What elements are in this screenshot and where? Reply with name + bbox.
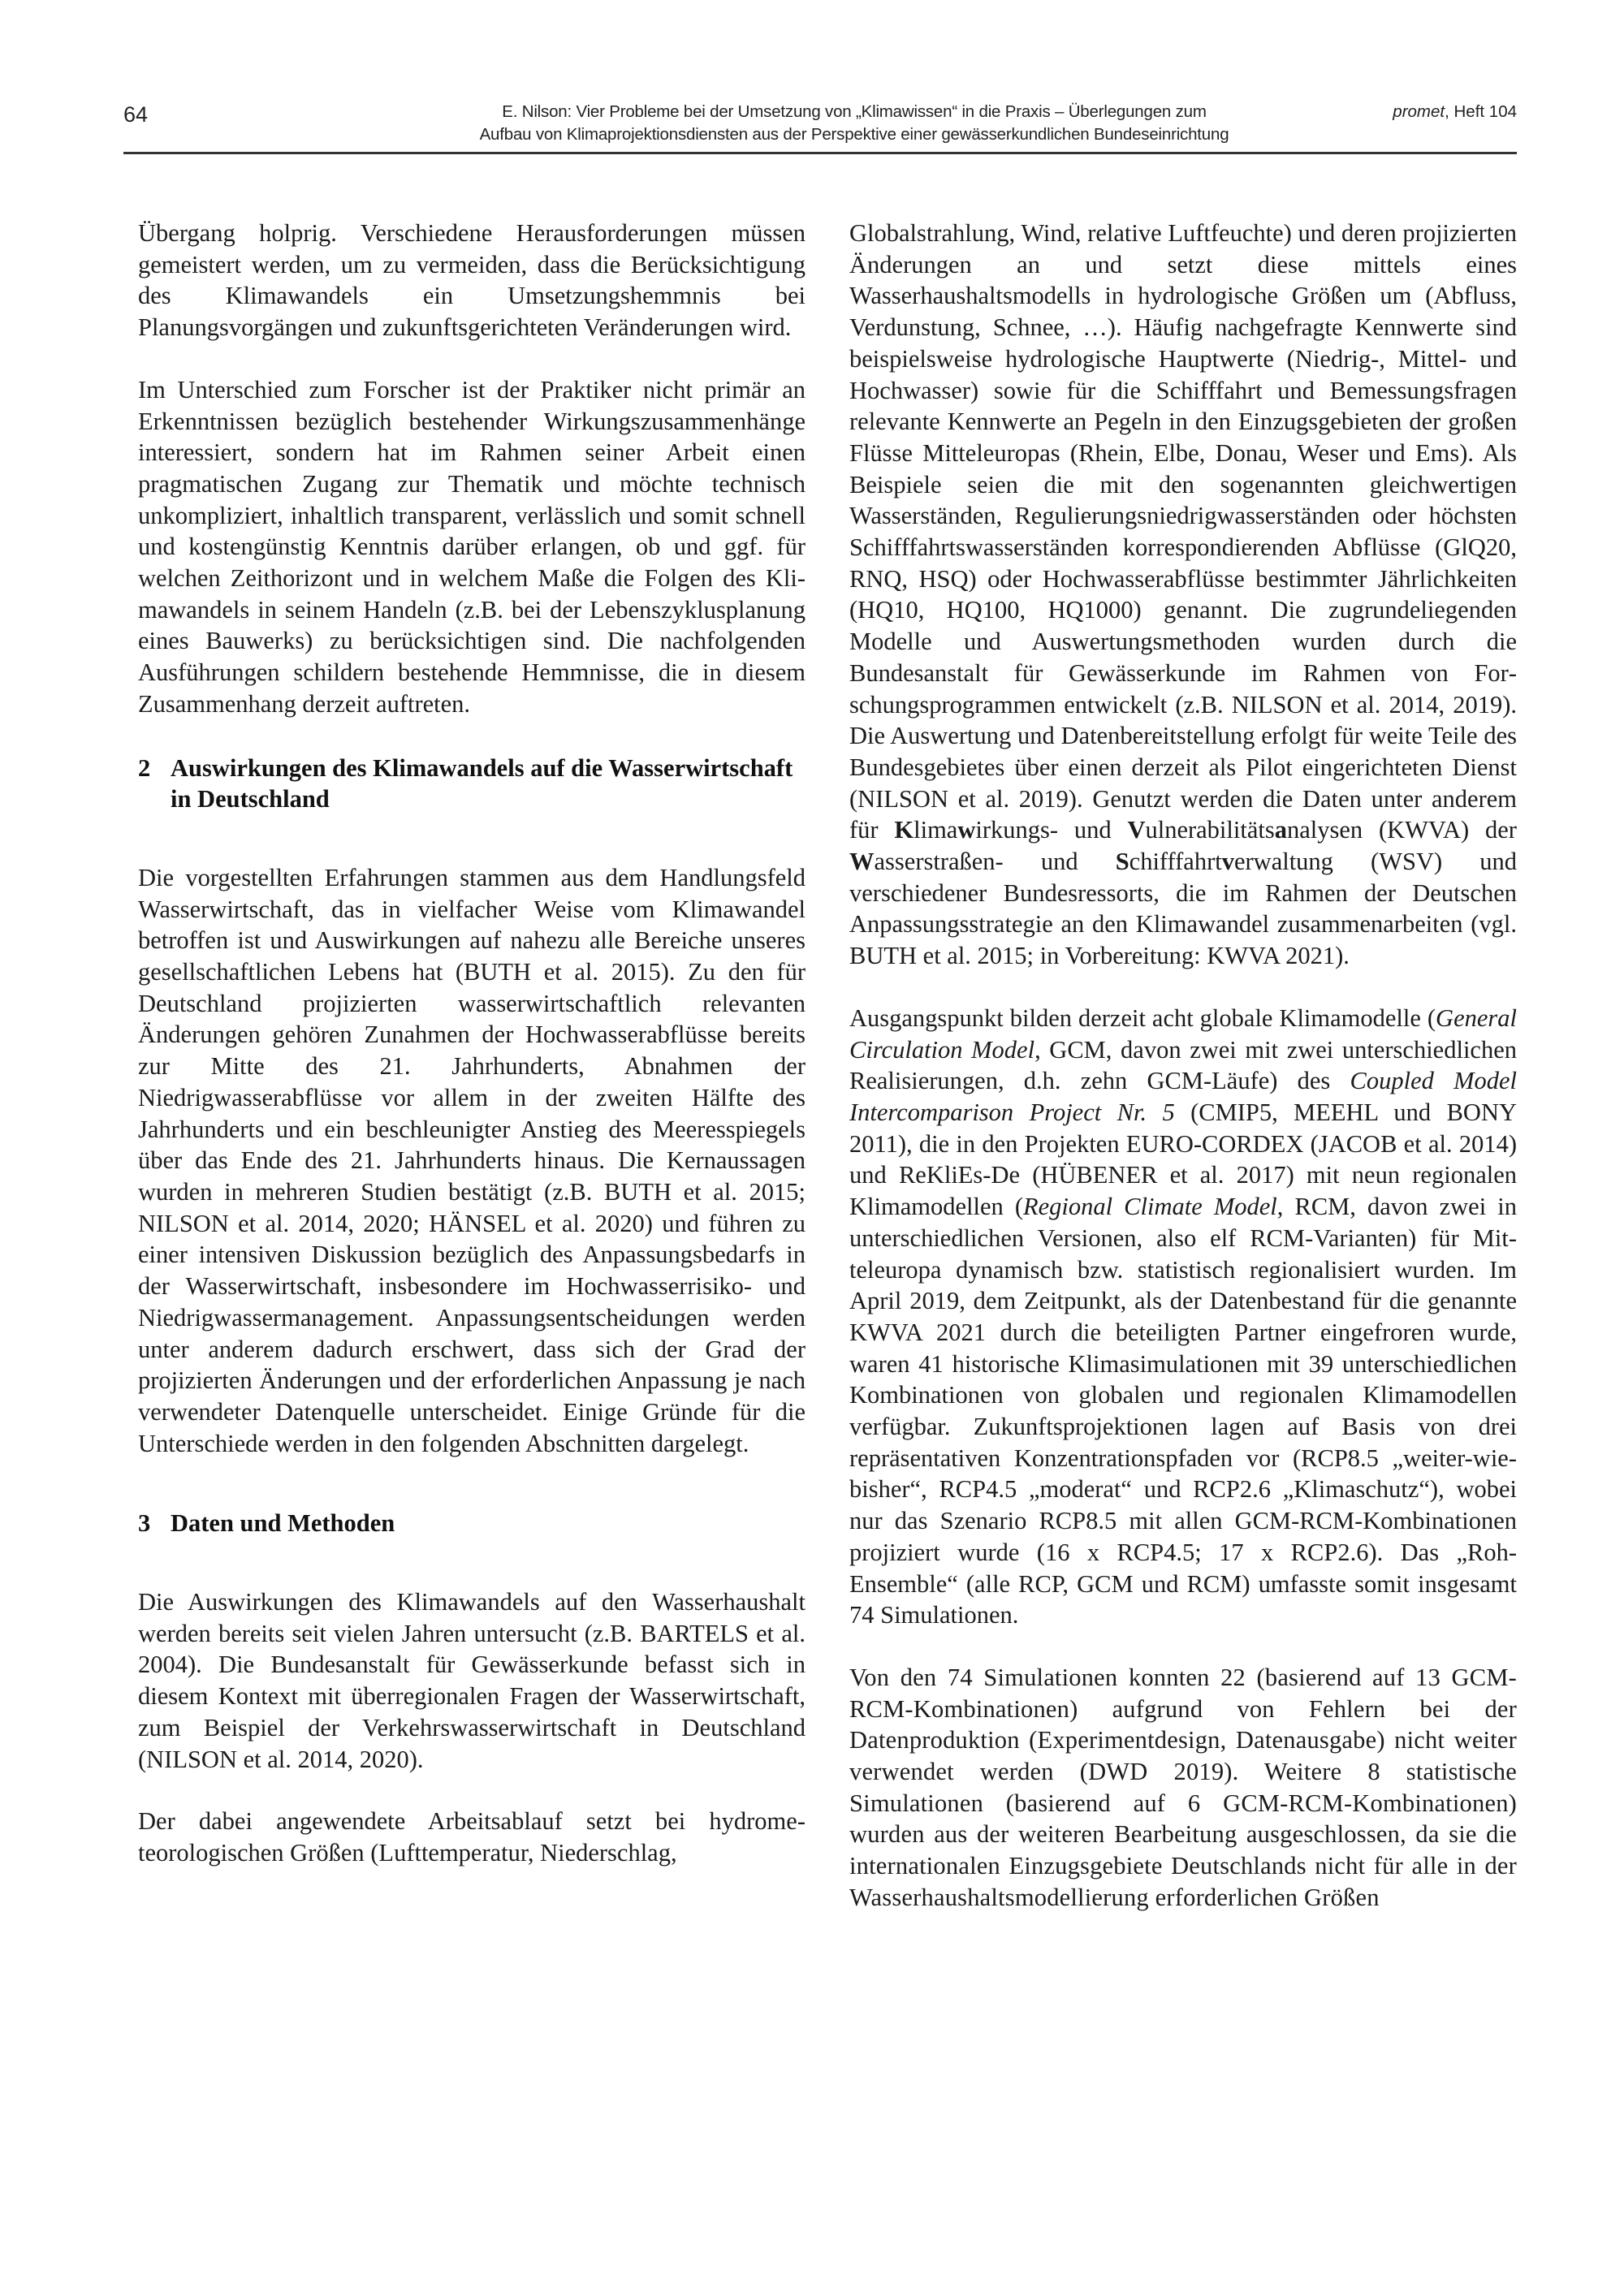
text-run: lima — [914, 816, 958, 844]
section-number: 2 — [138, 753, 151, 782]
journal-name: promet — [1393, 102, 1445, 121]
paragraph: Übergang holprig. Verschiedene Herausforderungen müssen gemeistert werden, um zu vermeiden, dass die Berücksichtigung des Klimawandels ein Umsetzungshemmnis bei Planungsvorgängen und zukunftsgerichteten Veränderungen wird. — [138, 219, 806, 342]
acronym-letter: w — [957, 816, 976, 844]
left-column — [138, 218, 806, 1900]
paragraph: Von den 74 Simulationen konnten 22 (basierend auf 13 GCM-RCM-Kombinationen) aufgrund von Fehlern bei der Datenproduktion (Experimentdesign, Datenausgabe) nicht weiter verwendet werden (DWD 2019). Weitere 8 statistische Simulationen (basierend auf 6 GCM-RCM-Kombinationen) wurden aus der weiteren Bearbeitung ausgeschlossen, da sie die internationalen Einzugsgebiete Deutschlands nicht für alle in der Wasserhaushaltsmodellierung erforderlichen Größen — [849, 1663, 1517, 1911]
section-title: Daten und Methoden — [171, 1509, 395, 1538]
header-rule — [123, 152, 1517, 154]
journal-issue-number: , Heft 104 — [1445, 102, 1517, 121]
running-title-line-2: Aufbau von Klimaprojektionsdiensten aus der Perspektive einer gewässerkundlichen Bundeseinrichtung — [479, 125, 1229, 144]
text-run: nalysen (KWVA) der — [1286, 816, 1517, 844]
running-title-line-1: E. Nilson: Vier Probleme bei der Umsetzung von „Klimawissen“ in die Praxis – Überlegungen zum — [502, 102, 1207, 121]
section-heading-3 — [138, 1508, 806, 1539]
text-run: ulnerabilitäts — [1145, 816, 1275, 844]
text-run: irkungs- und — [975, 816, 1128, 844]
acronym-letter: W — [849, 848, 875, 876]
acronym-letter: K — [894, 816, 914, 844]
paragraph: Die Auswirkungen des Klimawandels auf den Wasserhaushalt werden bereits seit vielen Jahren untersucht (z.B. BARTELS et al. 2004). Die Bundesanstalt für Gewässerkunde befasst sich in diesem Kontext mit überregionalen Fragen der Wasserwirtschaft, zum Beispiel der Verkehrswasserwirtschaft in Deutschland (NILSON et al. 2014, 2020). — [138, 1588, 806, 1773]
text-run: , RCM, davon zwei in unterschiedlichen Versionen, also elf RCM-Varianten) für Mitteleuropa dynamisch bzw. statistisch regionalisiert wurden. Im April 2019, dem Zeitpunkt, als der Datenbestand für die genannte KWVA 2021 durch die beteiligten Partner eingefroren wurde, waren 41 historische Klimasimulationen mit 39 unterschiedlichen Kombinationen von globalen und regionalen Klimamodellen verfügbar. Zukunftsprojektionen lagen auf Basis von drei repräsentativen Konzentrationspfaden vor (RCP8.5 „weiter-wie-bisher“, RCP4.5 „moderat“ und RCP2.6 „Klimaschutz“), wobei nur das Szenario RCP8.5 mit allen GCM-RCM-Kombinationen projiziert wurde (16 x RCP4.5; 17 x RCP2.6). Das „Roh-Ensemble“ (alle RCP, GCM und RCM) umfasste somit insgesamt 74 Simulationen. — [849, 1193, 1517, 1629]
italic-term: Coupled Model Intercomparison Project Nr. 5 — [849, 1067, 1517, 1126]
acronym-letter: v — [1221, 848, 1234, 876]
acronym-letter: a — [1274, 816, 1287, 844]
acronym-letter: V — [1127, 816, 1146, 844]
journal-issue — [1393, 102, 1517, 122]
paragraph — [849, 218, 1517, 972]
text-run: Ausgangspunkt bilden derzeit acht globale Klimamodelle ( — [849, 1003, 1436, 1032]
italic-term: Regional Climate Model — [1022, 1193, 1277, 1221]
section-title: Auswirkungen des Klimawandels auf die Wasserwirtschaft in Deutschland — [171, 753, 793, 814]
paragraph: Die vorgestellten Erfahrungen stammen aus dem Handlungsfeld Wasserwirtschaft, das in vielfacher Weise vom Klimawandel betroffen ist und Auswirkungen auf nahezu alle Bereiche unseres gesellschaftlichen Lebens hat (BUTH et al. 2015). Zu den für Deutschland projizierten wasserwirtschaftlich relevanten Änderungen gehören Zunahmen der Hochwasserabflüsse bereits zur Mitte des 21. Jahrhunderts, Abnahmen der Niedrigwasserabflüsse vor allem in der zweiten Hälfte des Jahrhunderts und ein beschleunigter Anstieg des Meeresspiegels über das Ende des 21. Jahrhunderts hinaus. Die Kernaussagen wurden in mehreren Studien bestätigt (z.B. BUTH et al. 2015; NILSON et al. 2014, 2020; HÄNSEL et al. 2020) und führen zu einer intensiven Diskussion bezüglich des Anpassungsbedarfs in der Wasserwirtschaft, insbesondere im Hochwasserrisiko- und Niedrigwassermanagement. Anpassungsentscheidungen werden unter anderem dadurch erschwert, dass sich der Grad der projizierten Änderungen und der erforderlichen Anpassung je nach verwendeter Datenquelle unterscheidet. Einige Gründe für die Unterschiede werden in den folgenden Abschnitten dargelegt. — [138, 863, 806, 1457]
section-heading-2 — [138, 753, 806, 815]
section-number: 3 — [138, 1509, 151, 1538]
acronym-letter: S — [1115, 848, 1129, 876]
text-run: (CMIP5, MEEHL und BONY 2011), die in den Projekten EURO-CORDEX (JACOB et al. 2014) und ReKliEs-De (HÜBENER et al. 2017) mit neun regionalen Klimamodellen ( — [849, 1098, 1517, 1221]
text-run: chifffahrt — [1129, 848, 1222, 876]
paragraph: Im Unterschied zum Forscher ist der Praktiker nicht primär an Erkenntnissen bezüglich bestehender Wirkungszusammenhänge interessiert, sondern hat im Rahmen seiner Arbeit einen pragmatischen Zugang zur Thematik und möchte technisch unkompliziert, inhaltlich transparent, verlässlich und somit schnell und kostengünstig Kenntnis darüber erlangen, ob und ggf. für welchen Zeithorizont und in welchem Maße die Folgen des Klimawandels in seinem Handeln (z.B. bei der Lebenszyklusplanung eines Bauwerks) zu berücksichtigen sind. Die nachfolgenden Ausführungen schildern bestehende Hemmnisse, die in diesem Zusammenhang derzeit auftreten. — [138, 375, 806, 718]
text-run: asserstraßen- und — [874, 848, 1116, 876]
page-number: 64 — [123, 102, 149, 127]
text-run: , GCM, davon zwei mit zwei unterschiedlichen Realisierungen, d.h. zehn GCM-Läufe) des — [849, 1035, 1517, 1095]
paragraph — [849, 1003, 1517, 1631]
text-run: erwaltung (WSV) und verschiedener Bundesressorts, die im Rahmen der Deutschen Anpassungsstrategie an den Klimawandel zusammenarbeiten (vgl. BUTH et al. 2015; in Vorbereitung: KWVA 2021). — [849, 848, 1517, 970]
page-header — [123, 97, 1517, 154]
running-title — [367, 101, 1341, 146]
right-column — [849, 218, 1517, 1944]
italic-term: General Circulation Model — [849, 1003, 1517, 1064]
text-run: Globalstrahlung, Wind, relative Luftfeuchte) und deren projizierten Änderungen an und setzt diese mittels eines Wasserhaushaltsmodells in hydrologische Größen um (Abfluss, Verdunstung, Schnee, …). Häufig nachgefragte Kennwerte sind beispielsweise hydrologische Hauptwerte (Niedrig-, Mittel- und Hochwasser) sowie für die Schifffahrt und Bemessungsfragen relevante Kennwerte an Pegeln in den Einzugsgebieten der großen Flüsse Mitteleuropas (Rhein, Elbe, Donau, Weser und Ems). Als Beispiele seien die mit den sogenannten gleichwertigen Wasserständen, Regulierungsniedrigwasserständen oder höchsten Schifffahrtswasserständen korrespondierenden Abflüsse (GlQ20, RNQ, HSQ) oder Hochwasserabflüsse bestimmter Jährlichkeiten (HQ10, HQ100, HQ1000) genannt. Die zugrundeliegenden Modelle und Auswertungsmethoden wurden durch die Bundesanstalt für Gewässerkunde im Rahmen von Forschungsprogrammen entwickelt (z.B. NILSON et al. 2014, 2019). Die Auswertung und Datenbereitstellung erfolgt für weite Teile des Bundesgebietes über einen derzeit als Pilot eingerichteten Dienst (NILSON et al. 2019). Genutzt werden die Daten unter anderem für — [849, 219, 1517, 844]
paragraph: Der dabei angewendete Arbeitsablauf setzt bei hydrometeorologischen Größen (Lufttemperatur, Niederschlag, — [138, 1807, 806, 1867]
